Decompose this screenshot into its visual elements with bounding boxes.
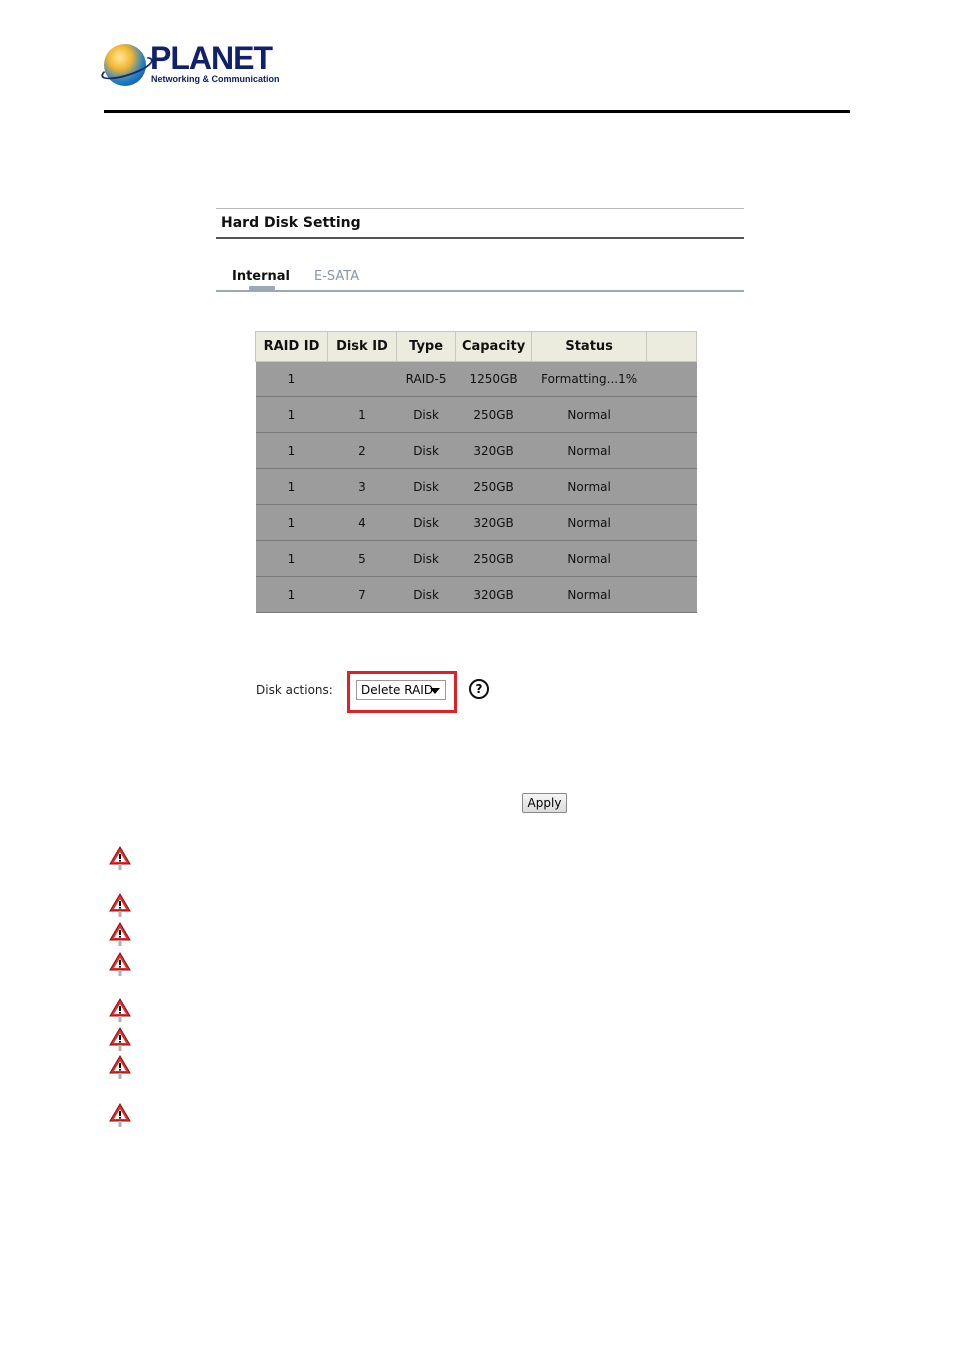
cell-type: Disk — [396, 541, 455, 577]
table-row[interactable] — [256, 397, 697, 433]
cell-disk-id — [327, 362, 396, 397]
cell-type: Disk — [396, 577, 455, 613]
raid-table — [255, 331, 697, 613]
cell-extra — [647, 541, 697, 577]
panel-top-border — [216, 208, 744, 209]
cell-status: Normal — [531, 541, 646, 577]
cell-raid-id: 1 — [256, 362, 328, 397]
table-row[interactable] — [256, 577, 697, 613]
panel-title: Hard Disk Setting — [221, 215, 361, 231]
header-divider — [104, 110, 850, 113]
question-circle-icon[interactable]: ? — [469, 679, 489, 699]
cell-disk-id: 2 — [327, 433, 396, 469]
disk-actions-selected-value: Delete RAID — [361, 683, 434, 697]
table-row[interactable] — [256, 433, 697, 469]
warning-triangle-icon — [109, 951, 131, 977]
cell-disk-id: 7 — [327, 577, 396, 613]
disk-actions-label: Disk actions: — [256, 683, 333, 697]
cell-raid-id: 1 — [256, 469, 328, 505]
warning-triangle-icon — [109, 845, 131, 871]
cell-disk-id: 3 — [327, 469, 396, 505]
warning-triangle-icon — [109, 892, 131, 918]
cell-status: Normal — [531, 505, 646, 541]
cell-disk-id: 4 — [327, 505, 396, 541]
cell-status: Normal — [531, 397, 646, 433]
cell-raid-id: 1 — [256, 577, 328, 613]
cell-extra — [647, 505, 697, 541]
cell-capacity: 1250GB — [456, 362, 532, 397]
planet-logo — [104, 40, 280, 88]
warning-triangle-icon — [109, 1102, 131, 1128]
column-header-extra — [647, 332, 697, 362]
warning-triangle-icon — [109, 1026, 131, 1052]
cell-type: RAID-5 — [396, 362, 455, 397]
cell-raid-id: 1 — [256, 433, 328, 469]
table-row[interactable] — [256, 469, 697, 505]
cell-capacity: 320GB — [456, 577, 532, 613]
cell-capacity: 250GB — [456, 541, 532, 577]
chevron-down-icon — [430, 688, 440, 694]
cell-status: Formatting...1% — [531, 362, 646, 397]
cell-status: Normal — [531, 577, 646, 613]
column-header-status: Status — [531, 332, 646, 362]
table-header-row — [256, 332, 697, 362]
tab-internal[interactable]: Internal — [232, 269, 291, 284]
cell-disk-id: 5 — [327, 541, 396, 577]
column-header-raid-id: RAID ID — [256, 332, 328, 362]
cell-disk-id: 1 — [327, 397, 396, 433]
cell-extra — [647, 362, 697, 397]
table-row[interactable] — [256, 362, 697, 397]
cell-status: Normal — [531, 469, 646, 505]
column-header-capacity: Capacity — [456, 332, 532, 362]
cell-extra — [647, 469, 697, 505]
apply-button[interactable]: Apply — [522, 793, 567, 813]
column-header-disk-id: Disk ID — [327, 332, 396, 362]
table-row[interactable] — [256, 541, 697, 577]
table-row[interactable] — [256, 505, 697, 541]
warning-triangle-icon — [109, 997, 131, 1023]
brand-name: PLANET — [150, 40, 272, 76]
tab-bar — [216, 268, 744, 292]
disk-actions-highlight — [347, 671, 457, 713]
cell-status: Normal — [531, 433, 646, 469]
cell-extra — [647, 433, 697, 469]
cell-type: Disk — [396, 397, 455, 433]
cell-extra — [647, 577, 697, 613]
disk-actions-select[interactable] — [356, 680, 446, 700]
column-header-type: Type — [396, 332, 455, 362]
cell-capacity: 320GB — [456, 433, 532, 469]
cell-type: Disk — [396, 433, 455, 469]
warning-triangle-icon — [109, 1054, 131, 1080]
cell-capacity: 250GB — [456, 397, 532, 433]
panel-title-divider — [216, 237, 744, 239]
cell-raid-id: 1 — [256, 397, 328, 433]
cell-type: Disk — [396, 505, 455, 541]
tab-esata[interactable]: E-SATA — [314, 269, 360, 284]
brand-tagline: Networking & Communication — [151, 74, 280, 84]
cell-raid-id: 1 — [256, 541, 328, 577]
cell-raid-id: 1 — [256, 505, 328, 541]
warning-triangle-icon — [109, 921, 131, 947]
cell-extra — [647, 397, 697, 433]
cell-type: Disk — [396, 469, 455, 505]
cell-capacity: 320GB — [456, 505, 532, 541]
cell-capacity: 250GB — [456, 469, 532, 505]
tab-bar-divider — [216, 290, 744, 292]
